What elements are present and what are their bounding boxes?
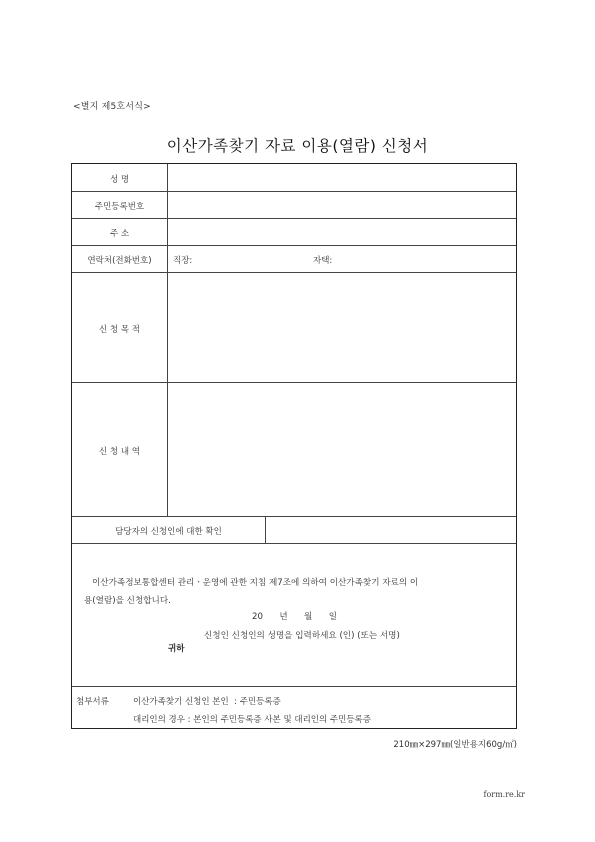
work-phone-label: 직장: bbox=[173, 256, 193, 266]
column-divider bbox=[265, 516, 266, 543]
page-title: 이산가족찾기 자료 이용(열람) 신청서 bbox=[166, 137, 429, 155]
home-phone-label: 자택: bbox=[313, 256, 333, 266]
row-divider bbox=[72, 191, 516, 192]
application-form bbox=[71, 163, 517, 729]
application-date: 20 년 월 일 bbox=[252, 612, 338, 622]
form-number: <별지 제5호서식> bbox=[73, 102, 151, 112]
site-watermark: form.re.kr bbox=[483, 790, 525, 799]
attachments-line-1: 이산가족찾기 신청인 본인 : 주민등록증 bbox=[133, 697, 281, 707]
name-label: 성 명 bbox=[109, 175, 130, 185]
statement-line-1: 이산가족정보통합센터 관리ㆍ운영에 관한 지침 제7조에 의하여 이산가족찾기 자료의 이 bbox=[92, 578, 419, 588]
row-divider bbox=[72, 245, 516, 246]
purpose-label: 신 청 목 적 bbox=[99, 325, 140, 335]
row-divider bbox=[72, 516, 516, 517]
details-label: 신 청 내 역 bbox=[99, 447, 140, 457]
staff-confirmation-label: 담당자의 신청인에 대한 확인 bbox=[115, 527, 222, 537]
applicant-signature: 신청인 신청인의 성명을 입력하세요 (인) (또는 서명) bbox=[204, 631, 400, 641]
row-divider bbox=[72, 686, 516, 687]
recipient: 귀하 bbox=[168, 644, 185, 654]
column-divider bbox=[167, 164, 168, 516]
statement-line-2: 용(열람)을 신청합니다. bbox=[84, 596, 171, 606]
address-label: 주 소 bbox=[109, 229, 130, 239]
row-divider bbox=[72, 543, 516, 544]
attachments-label: 첨부서류 bbox=[76, 697, 109, 707]
resident-number-label: 주민등록번호 bbox=[94, 202, 145, 212]
row-divider bbox=[72, 218, 516, 219]
row-divider bbox=[72, 382, 516, 383]
attachments-line-2: 대리인의 경우 : 본인의 주민등록증 사본 및 대리인의 주민등록증 bbox=[133, 715, 371, 725]
paper-spec: 210㎜×297㎜(일반용지60g/㎡) bbox=[393, 740, 517, 750]
row-divider bbox=[72, 272, 516, 273]
contact-label: 연락처(전화번호) bbox=[87, 256, 152, 266]
